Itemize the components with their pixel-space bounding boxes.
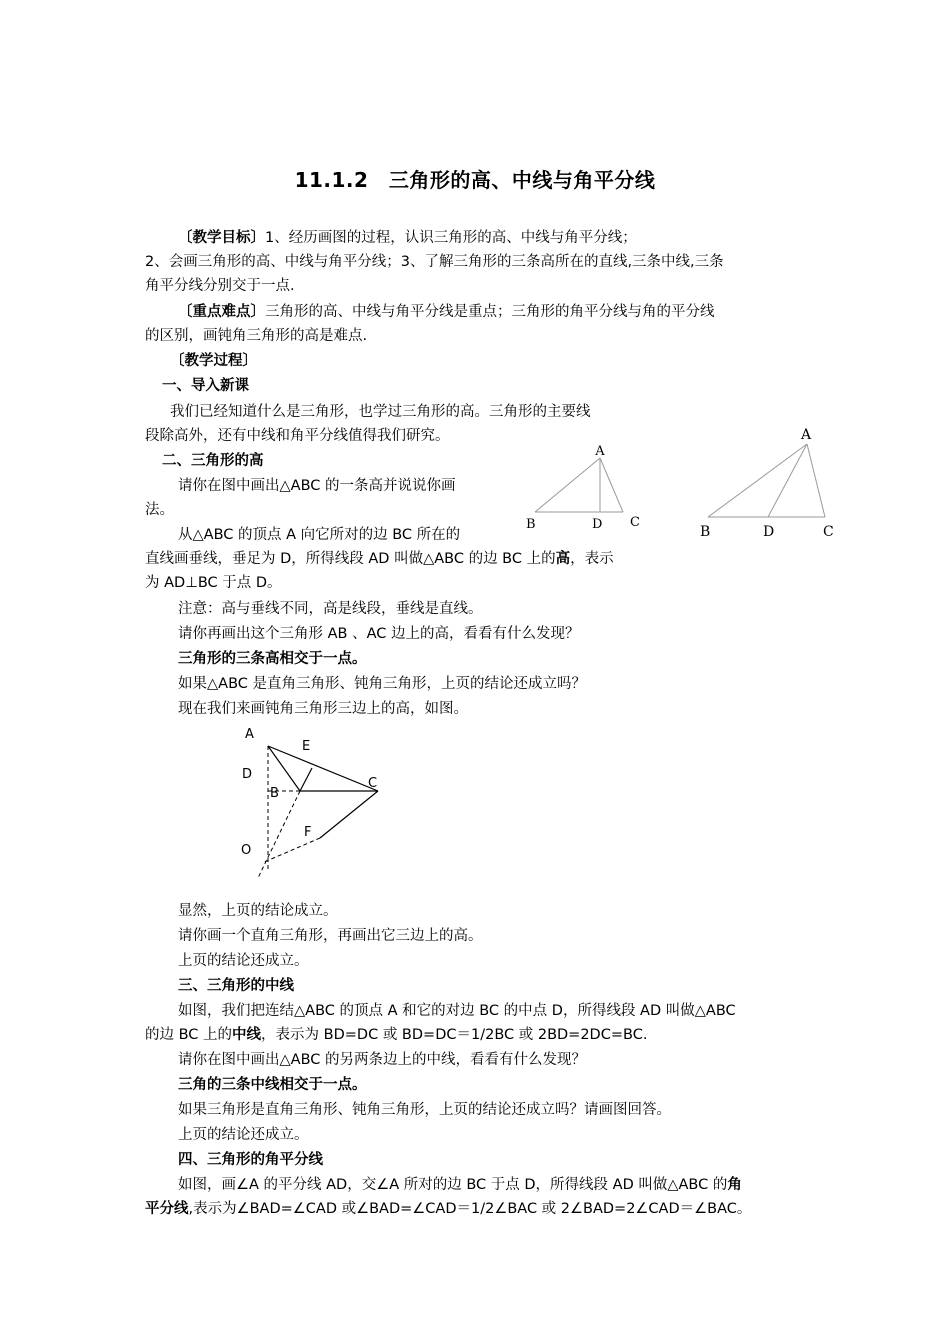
section-4-heading: 四、三角形的角平分线 [178, 1152, 323, 1168]
keypoints-label: 〔重点难点〕 [178, 304, 265, 320]
keypoints-line-2: 的区别，画钝角三角形的高是难点. [145, 328, 368, 344]
section-3-conclusion: 三角的三条中线相交于一点。 [178, 1077, 367, 1093]
fig3-label-c: C [823, 524, 834, 540]
section-4-line-2b: ,表示为∠BAD=∠CAD 或∠BAD=∠CAD＝1/2∠BAC 或 2∠BAD=2∠CAD＝∠BAC。 [188, 1201, 752, 1217]
fig2-label-c: C [368, 776, 378, 791]
section-3-ask: 请你在图中画出△ABC 的另两条边上的中线，看看有什么发现？ [178, 1052, 586, 1068]
term-bisector-part-2: 平分线 [145, 1201, 189, 1217]
fig3-label-b: B [700, 524, 711, 540]
fig2-label-o: O [241, 843, 252, 858]
goals-line-1 [178, 228, 637, 248]
section-2-line-4 [145, 549, 614, 569]
section-2-ask-2: 请你画一个直角三角形，再画出它三边上的高。 [178, 928, 483, 944]
section-4-line-1a: 如图，画∠A 的平分线 AD，交∠A 所对的边 BC 于点 D，所得线段 AD 叫做△ABC 的 [178, 1177, 728, 1193]
goals-line-3: 角平分线分别交于一点. [145, 278, 295, 294]
section-1-heading: 一、导入新课 [162, 378, 249, 394]
process-label: 〔教学过程〕 [170, 353, 257, 369]
keypoints-text-1: 三角形的高、中线与角平分线是重点；三角形的角平分线与角的平分线 [265, 304, 715, 320]
goals-text-1: 1、经历画图的过程，认识三角形的高、中线与角平分线； [265, 230, 637, 246]
section-2-line-3: 从△ABC 的顶点 A 向它所对的边 BC 所在的 [178, 527, 461, 543]
section-2-conclusion: 三角形的三条高相交于一点。 [178, 651, 367, 667]
section-3-line-2a: 的边 BC 上的 [145, 1027, 233, 1043]
section-2-heading: 二、三角形的高 [162, 453, 264, 469]
goals-line-2: 2、会画三角形的高、中线与角平分线；3、了解三角形的三条高所在的直线,三条中线,三条 [145, 254, 724, 270]
section-2-line-4a: 直线画垂线，垂足为 D，所得线段 AD 叫做△ABC 的边 BC 上的 [145, 551, 556, 567]
term-bisector-part-1: 角 [727, 1177, 742, 1193]
section-1-line-1: 我们已经知道什么是三角形，也学过三角形的高。三角形的主要线 [170, 404, 591, 420]
section-2-line-4c: ，表示 [570, 551, 614, 567]
section-4-line-1 [178, 1175, 742, 1195]
section-2-line-1: 请你在图中画出△ABC 的一条高并说说你画 [178, 478, 456, 494]
section-3-line-2c: ，表示为 BD=DC 或 BD=DC＝1/2BC 或 2BD=2DC=BC. [261, 1027, 648, 1043]
section-2-now: 现在我们来画钝角三角形三边上的高，如图。 [178, 701, 468, 717]
fig1-label-a: A [595, 444, 605, 459]
fig2-label-a: A [245, 727, 254, 742]
figure-median-triangle [690, 420, 845, 545]
page-title: 11.1.2 三角形的高、中线与角平分线 [294, 168, 656, 192]
fig1-label-b: B [526, 517, 536, 532]
section-3-line-1: 如图，我们把连结△ABC 的顶点 A 和它的对边 BC 的中点 D，所得线段 AD 叫做△ABC [178, 1003, 736, 1019]
section-2-holds: 上页的结论还成立。 [178, 953, 309, 969]
term-altitude: 高 [555, 551, 571, 567]
section-1-line-2: 段除高外，还有中线和角平分线值得我们研究。 [145, 428, 450, 444]
section-2-ask: 请你再画出这个三角形 AB 、AC 边上的高，看看有什么发现？ [178, 626, 580, 642]
section-2-obvious: 显然，上页的结论成立。 [178, 903, 338, 919]
fig3-label-a: A [800, 427, 812, 443]
section-2-line-2: 法。 [145, 502, 174, 518]
figure-altitude-triangle [520, 440, 650, 535]
fig2-label-e: E [302, 739, 311, 754]
term-median: 中线 [232, 1027, 262, 1043]
fig2-label-d: D [242, 767, 253, 782]
section-4-line-2 [145, 1199, 751, 1219]
section-2-note: 注意：高与垂线不同，高是线段，垂线是直线。 [178, 601, 483, 617]
section-3-holds: 上页的结论还成立。 [178, 1127, 309, 1143]
section-3-line-2 [145, 1025, 647, 1045]
fig1-label-d: D [592, 517, 603, 532]
section-3-question: 如果三角形是直角三角形、钝角三角形，上页的结论还成立吗？请画图回答。 [178, 1102, 671, 1118]
fig1-label-c: C [630, 515, 640, 530]
section-3-heading: 三、三角形的中线 [178, 978, 294, 994]
section-2-question: 如果△ABC 是直角三角形、钝角三角形，上页的结论还成立吗？ [178, 676, 586, 692]
goals-label: 〔教学目标〕 [178, 230, 265, 246]
figure-obtuse-triangle-altitudes [230, 720, 400, 885]
fig2-label-f: F [304, 825, 312, 840]
fig2-label-b: B [270, 786, 279, 801]
keypoints-line-1 [178, 302, 715, 322]
fig3-label-d: D [763, 524, 775, 540]
section-2-line-5: 为 AD⊥BC 于点 D。 [145, 575, 282, 591]
